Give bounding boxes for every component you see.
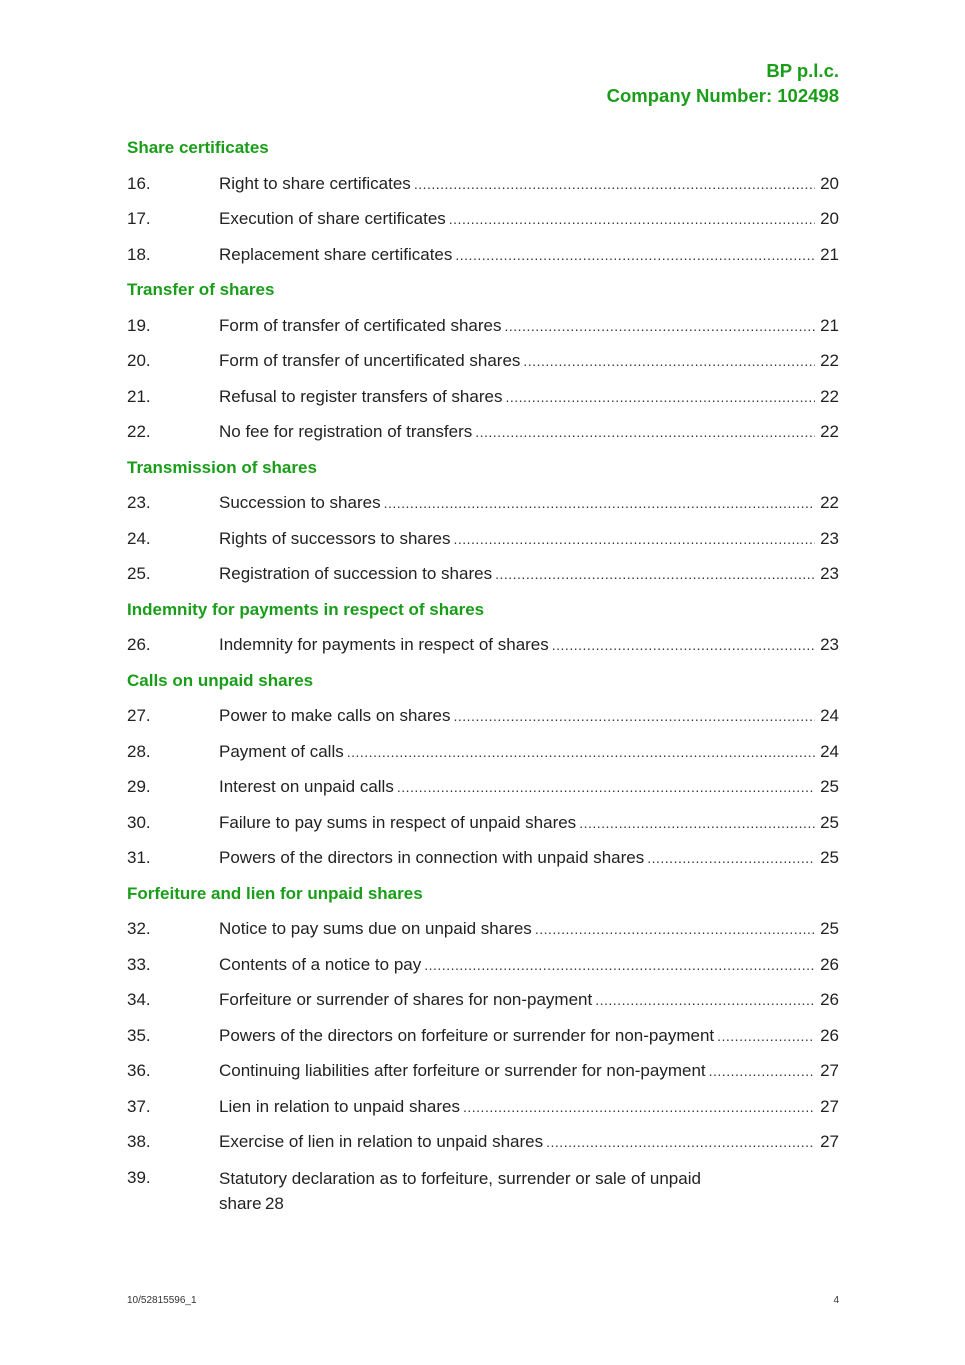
toc-entry-page: 27 [820, 1061, 839, 1080]
toc-section-heading: Calls on unpaid shares [127, 670, 314, 690]
dot-leader [475, 420, 815, 444]
toc-entry-page: 24 [820, 706, 839, 725]
toc-entry-title: Continuing liabilities after forfeiture or surrender for non-payment [219, 1061, 706, 1080]
toc-entry-number: 32. [127, 919, 151, 938]
toc-entry-number: 21. [127, 386, 151, 406]
toc-entry-line [219, 1024, 839, 1048]
toc-entry-title: Succession to shares [219, 493, 381, 512]
dot-leader [454, 704, 816, 728]
toc-entry-line [219, 349, 839, 373]
toc-entry-line [219, 953, 839, 977]
toc-entry[interactable] [127, 775, 839, 811]
toc-entry-line [219, 243, 839, 267]
dot-leader [505, 385, 815, 409]
toc-entry[interactable] [127, 420, 839, 456]
toc-entry-number: 29. [127, 777, 151, 796]
toc-entry-title: Power to make calls on shares [219, 706, 451, 725]
toc-entry[interactable] [127, 243, 839, 279]
toc-entry[interactable] [127, 207, 839, 243]
dot-leader [384, 491, 815, 515]
toc-entry-page: 22 [820, 351, 839, 370]
toc-entry-page: 25 [820, 848, 839, 867]
toc-entry-page: 27 [820, 1132, 839, 1151]
toc-section-heading: Forfeiture and lien for unpaid shares [127, 883, 423, 903]
toc-entry-title: Exercise of lien in relation to unpaid shares [219, 1132, 544, 1151]
toc-section-heading: Transfer of shares [127, 280, 275, 299]
toc-entry-title: Replacement share certificates [219, 244, 453, 264]
toc-entry-number: 36. [127, 1061, 151, 1080]
toc-entry[interactable] [127, 1024, 839, 1060]
toc-entry[interactable] [127, 917, 839, 953]
toc-entry-number: 18. [127, 244, 151, 264]
toc-entry-page: 27 [820, 1096, 839, 1116]
toc-entry-page: 23 [820, 635, 839, 654]
toc-entry-line [219, 562, 839, 586]
toc-entry-line [219, 633, 839, 657]
toc-entry-page: 28 [264, 1194, 284, 1213]
toc-entry[interactable] [127, 988, 839, 1024]
toc-entry[interactable] [127, 811, 839, 847]
page-footer [127, 1295, 839, 1306]
dot-leader [505, 314, 816, 338]
dot-leader [463, 1095, 815, 1119]
toc-entry-title: Contents of a notice to pay [219, 954, 422, 974]
dot-leader [546, 1130, 815, 1154]
toc-entry[interactable] [127, 314, 839, 350]
toc-entry[interactable] [127, 1095, 839, 1131]
toc-entry-line [219, 811, 839, 835]
toc-entry-line [219, 1130, 839, 1154]
toc-entry-title: Refusal to register transfers of shares [219, 386, 503, 406]
dot-leader [717, 1024, 815, 1048]
toc-entry-page: 22 [820, 422, 839, 441]
toc-entry-page: 24 [820, 741, 839, 761]
company-name: BP p.l.c. [766, 60, 839, 81]
toc-entry-title: Rights of successors to shares [219, 528, 451, 548]
toc-entry-page: 26 [820, 1025, 839, 1045]
toc-entry-page: 23 [820, 528, 839, 548]
toc-entry-title: Execution of share certificates [219, 209, 446, 228]
toc-entry-page: 25 [820, 777, 839, 796]
toc-entry-page: 20 [820, 209, 839, 228]
toc-entry-title: Form of transfer of uncertificated shares [219, 351, 521, 370]
toc-entry-number: 34. [127, 990, 151, 1009]
toc-entry-title: Powers of the directors on forfeiture or surrender for non-payment [219, 1025, 715, 1045]
dot-leader [455, 243, 815, 267]
dot-leader [495, 562, 815, 586]
toc-entry-line [219, 207, 839, 231]
dot-leader [424, 953, 815, 977]
toc-entry[interactable] [127, 491, 839, 527]
toc-entry-page: 25 [820, 919, 839, 938]
dot-leader [552, 633, 815, 657]
page-number: 4 [833, 1295, 839, 1306]
dot-leader [453, 527, 815, 551]
toc-entry-number: 22. [127, 422, 151, 441]
toc-entry-title: Form of transfer of certificated shares [219, 315, 502, 335]
toc-entry-title: Powers of the directors in connection with unpaid shares [219, 848, 645, 867]
toc-entry-number: 33. [127, 954, 151, 974]
toc-entry-number: 24. [127, 528, 151, 548]
toc-entry-number: 16. [127, 173, 151, 193]
toc-entry-title: Registration of succession to shares [219, 564, 493, 583]
dot-leader [647, 846, 815, 870]
toc-entry[interactable] [127, 1130, 839, 1166]
toc-entry[interactable] [127, 349, 839, 385]
toc-entry[interactable] [127, 562, 839, 598]
toc-entry[interactable] [127, 740, 839, 776]
toc-entry[interactable] [127, 633, 839, 669]
toc-entry-title: Interest on unpaid calls [219, 777, 394, 796]
toc-entry-line [219, 1095, 839, 1119]
toc-entry-line [219, 385, 839, 409]
toc-entry[interactable] [127, 1166, 839, 1217]
toc-entry-number: 35. [127, 1025, 151, 1045]
toc-entry-number: 20. [127, 351, 151, 370]
toc-entry-page: 23 [820, 564, 839, 583]
dot-leader [595, 988, 815, 1012]
toc-entry-line [219, 988, 839, 1012]
toc-entry-page: 22 [820, 386, 839, 406]
toc-entry[interactable] [127, 385, 839, 421]
toc-entry-title: Right to share certificates [219, 173, 411, 193]
toc-entry-page: 20 [820, 173, 839, 193]
company-number: Company Number: 102498 [606, 85, 839, 106]
dot-leader [709, 1059, 815, 1083]
toc-entry-page: 22 [820, 493, 839, 512]
toc-entry-title: Payment of calls [219, 741, 344, 761]
toc-entry-line [219, 775, 839, 799]
toc-entry-page: 26 [820, 990, 839, 1009]
toc-entry-title: Forfeiture or surrender of shares for non-payment [219, 990, 593, 1009]
toc-entry-line [219, 704, 839, 728]
toc-entry-title: Notice to pay sums due on unpaid shares [219, 919, 532, 938]
toc-entry-title: Statutory declaration as to forfeiture, surrender or sale of unpaid share [219, 1168, 701, 1213]
toc-entry-title: No fee for registration of transfers [219, 422, 473, 441]
dot-leader [397, 775, 815, 799]
toc-entry[interactable] [127, 846, 839, 882]
toc-entry-line [219, 491, 839, 515]
toc-section-heading: Share certificates [127, 138, 269, 157]
toc-entry-line [219, 420, 839, 444]
dot-leader [523, 349, 815, 373]
toc-entry-page: 21 [820, 244, 839, 264]
document-header [607, 58, 839, 108]
toc-entry-number: 28. [127, 741, 151, 761]
toc-entry-line [219, 1059, 839, 1083]
table-of-contents [127, 136, 839, 1217]
toc-entry-title-wrapped [219, 1166, 839, 1217]
toc-entry-page: 26 [820, 954, 839, 974]
toc-entry-number: 38. [127, 1132, 151, 1151]
toc-entry-number: 27. [127, 706, 151, 725]
toc-entry-page: 21 [820, 315, 839, 335]
dot-leader [414, 172, 815, 196]
toc-entry-line [219, 314, 839, 338]
toc-entry-line [219, 740, 839, 764]
toc-section-heading: Transmission of shares [127, 457, 317, 477]
dot-leader [449, 207, 815, 231]
toc-entry-line [219, 846, 839, 870]
toc-entry[interactable] [127, 1059, 839, 1095]
dot-leader [579, 811, 815, 835]
toc-entry-number: 39. [127, 1167, 151, 1187]
toc-entry-number: 17. [127, 209, 151, 228]
dot-leader [347, 740, 815, 764]
toc-entry-line [219, 527, 839, 551]
toc-entry-page: 25 [820, 812, 839, 832]
toc-entry-title: Failure to pay sums in respect of unpaid shares [219, 812, 577, 832]
toc-entry-number: 31. [127, 848, 151, 867]
dot-leader [535, 917, 815, 941]
toc-entry-title: Lien in relation to unpaid shares [219, 1096, 460, 1116]
toc-entry[interactable] [127, 704, 839, 740]
toc-entry-line [219, 172, 839, 196]
toc-section-heading: Indemnity for payments in respect of shares [127, 599, 485, 619]
toc-entry-title: Indemnity for payments in respect of shares [219, 635, 549, 654]
toc-entry-number: 26. [127, 635, 151, 654]
toc-entry[interactable] [127, 953, 839, 989]
document-reference: 10/52815596_1 [127, 1295, 197, 1306]
toc-entry[interactable] [127, 527, 839, 563]
toc-entry-number: 30. [127, 812, 151, 832]
toc-entry-line [219, 917, 839, 941]
toc-entry-number: 37. [127, 1096, 151, 1116]
toc-entry-number: 25. [127, 564, 151, 583]
toc-entry-number: 19. [127, 315, 151, 335]
toc-entry[interactable] [127, 172, 839, 208]
toc-entry-number: 23. [127, 493, 151, 512]
